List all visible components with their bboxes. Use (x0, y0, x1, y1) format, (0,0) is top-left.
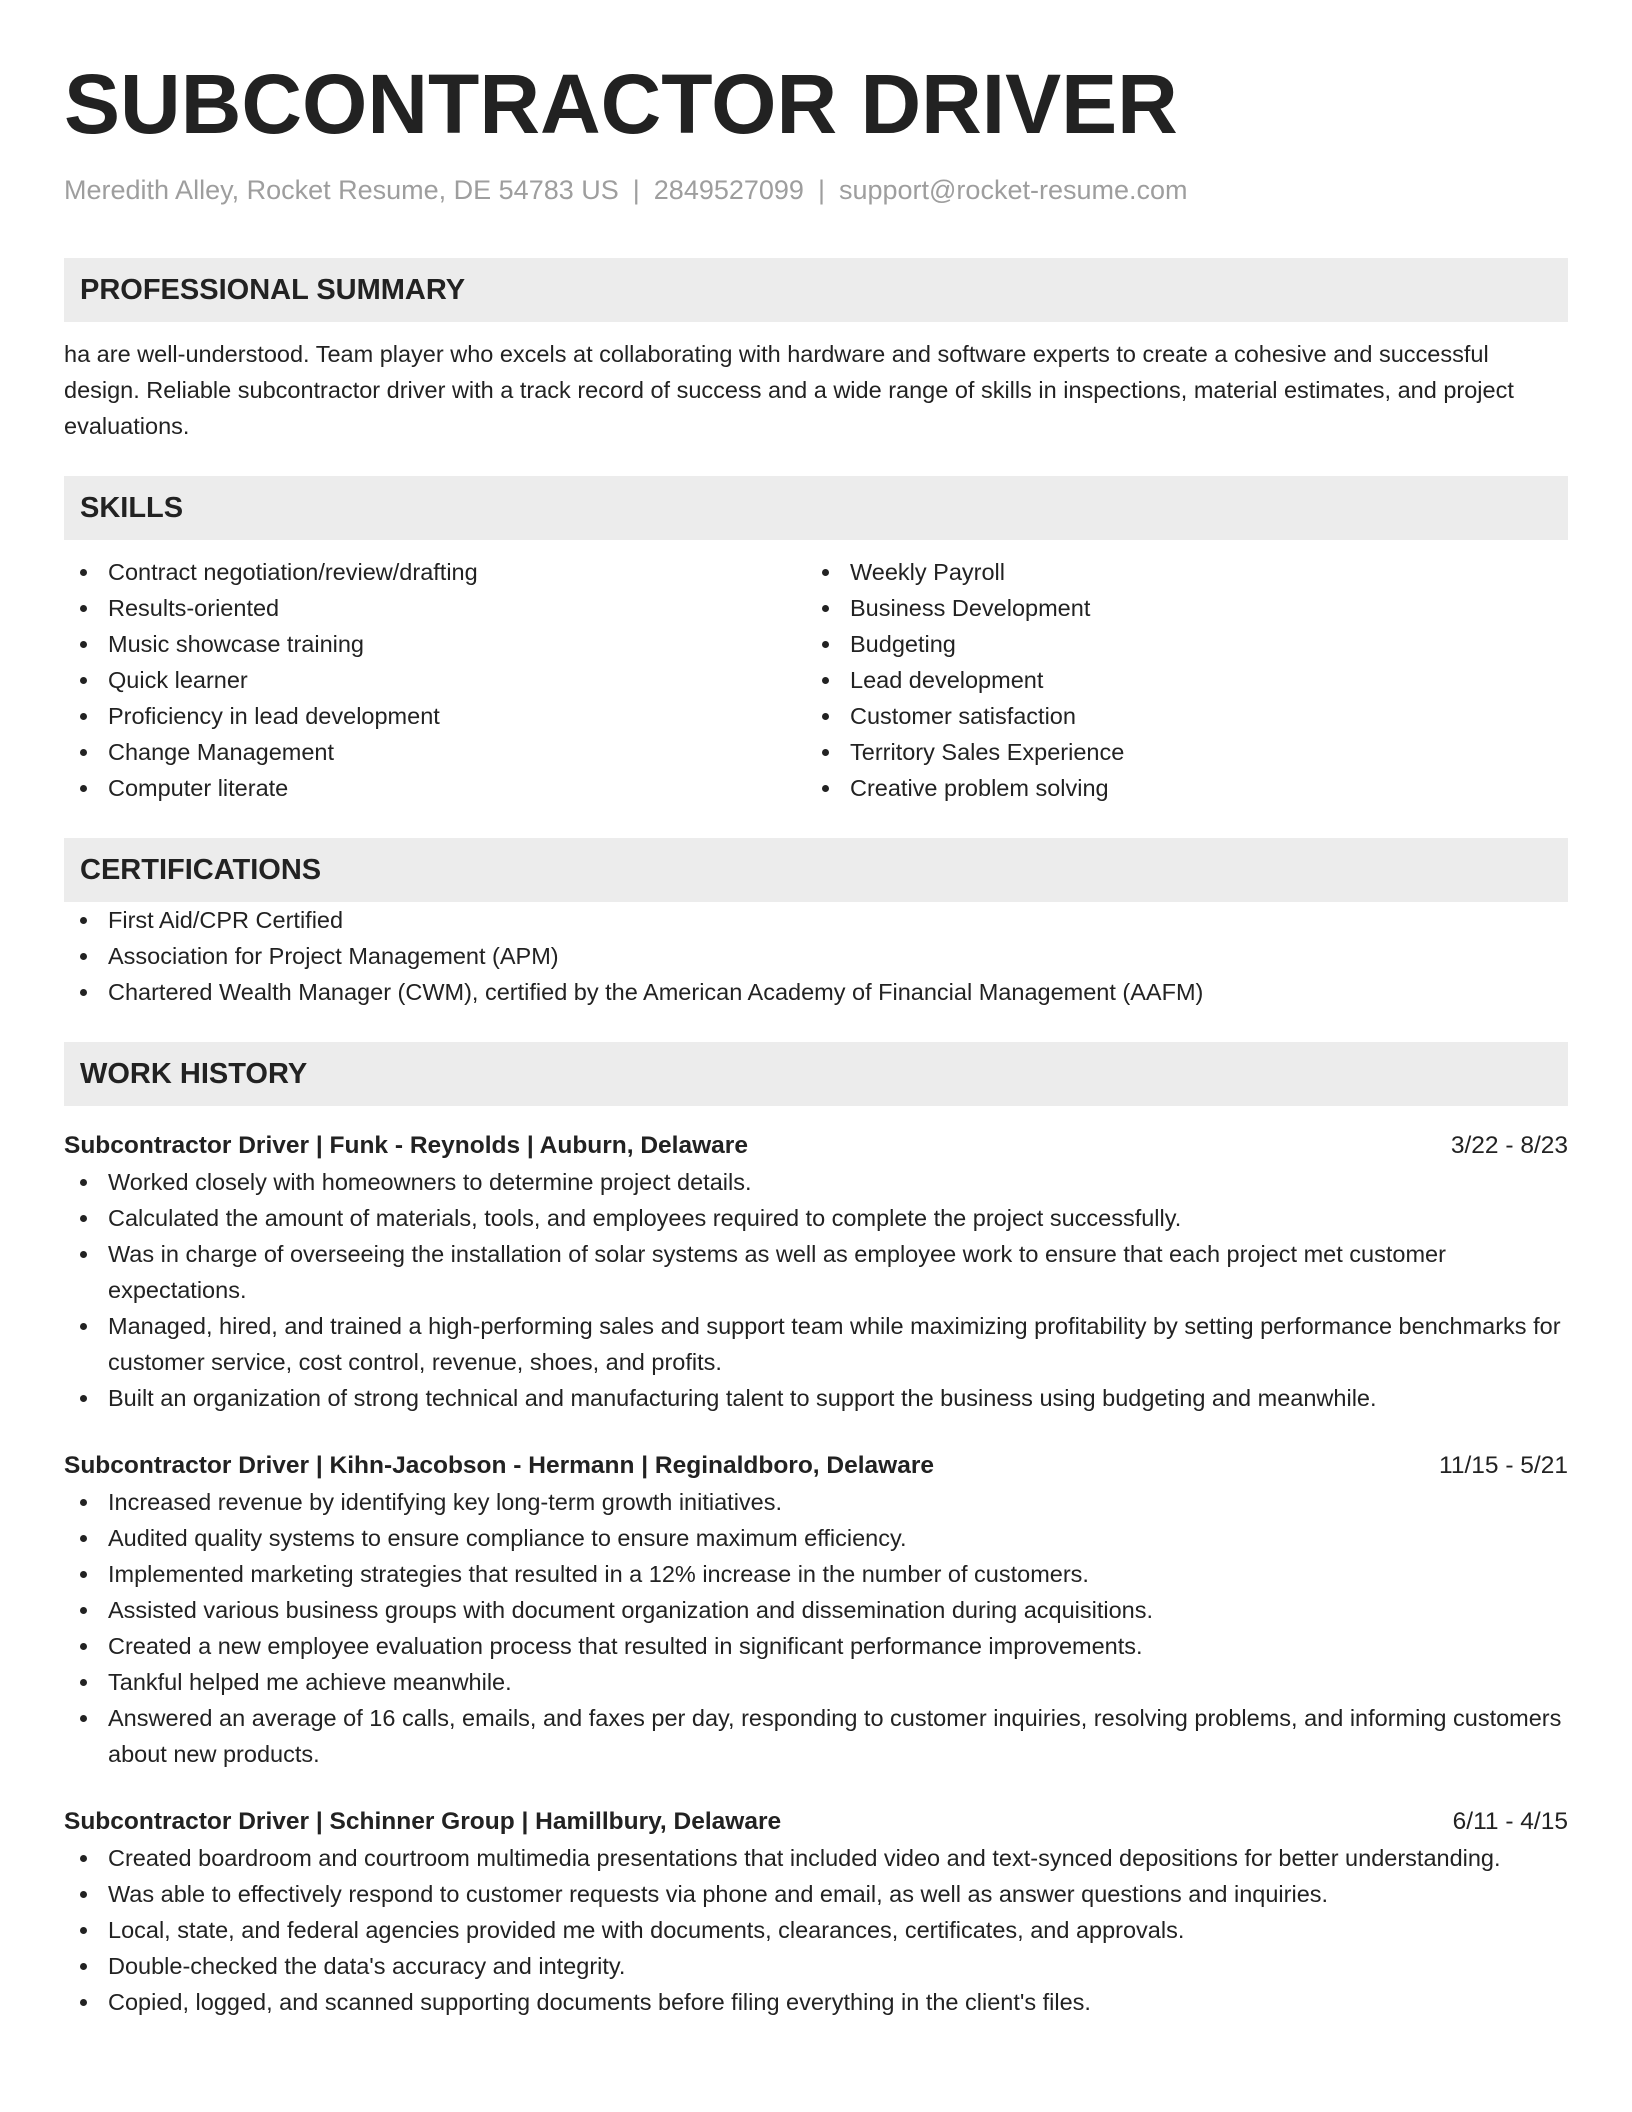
list-item: Weekly Payroll (806, 554, 1548, 590)
list-item: Increased revenue by identifying key long-term growth initiatives. (64, 1484, 1568, 1520)
certifications-heading: CERTIFICATIONS (64, 838, 1568, 902)
summary-text: ha are well-understood. Team player who excels at collaborating with hardware and software experts to create a cohesive and successful design. Reliable subcontractor driver with a track record of success and a wide range of skills in inspections, material estimates, and project evaluations. (64, 341, 1514, 439)
list-item: Lead development (806, 662, 1548, 698)
job-entry (64, 1804, 1568, 2020)
job-bullets (64, 1484, 1568, 1772)
list-item: Business Development (806, 590, 1548, 626)
job-title-row (64, 1804, 1568, 1840)
list-item: Assisted various business groups with document organization and dissemination during acquisitions. (64, 1592, 1568, 1628)
list-item: Created a new employee evaluation process that resulted in significant performance improvements. (64, 1628, 1568, 1664)
job-dates: 11/15 - 5/21 (1439, 1452, 1568, 1479)
list-item: Creative problem solving (806, 770, 1548, 806)
job-title: Subcontractor Driver | Schinner Group | Hamillbury, Delaware (64, 1808, 782, 1835)
skills-grid (64, 554, 1568, 806)
list-item: Territory Sales Experience (806, 734, 1548, 770)
list-item: Built an organization of strong technical and manufacturing talent to support the business using budgeting and meanwhile. (64, 1380, 1568, 1416)
list-item: Worked closely with homeowners to determine project details. (64, 1164, 1568, 1200)
list-item: Implemented marketing strategies that resulted in a 12% increase in the number of customers. (64, 1556, 1568, 1592)
work-history-heading: WORK HISTORY (64, 1042, 1568, 1106)
list-item: Chartered Wealth Manager (CWM), certified by the American Academy of Financial Management (AAFM) (64, 974, 1568, 1010)
contact-separator: | (632, 175, 640, 205)
certifications-list (64, 902, 1568, 1010)
list-item: Calculated the amount of materials, tools, and employees required to complete the project successfully. (64, 1200, 1568, 1236)
job-title: Subcontractor Driver | Funk - Reynolds | Auburn, Delaware (64, 1132, 748, 1159)
job-title-row (64, 1128, 1568, 1164)
summary-heading: PROFESSIONAL SUMMARY (64, 258, 1568, 322)
contact-line (64, 172, 1568, 208)
job-entry (64, 1448, 1568, 1772)
job-entry (64, 1128, 1568, 1416)
job-dates: 3/22 - 8/23 (1450, 1132, 1568, 1159)
resume-name: SUBCONTRACTOR DRIVER (64, 57, 1178, 151)
skills-right-column (806, 554, 1548, 806)
list-item: Contract negotiation/review/drafting (64, 554, 806, 590)
list-item: Answered an average of 16 calls, emails, and faxes per day, responding to customer inquiries, resolving problems, and informing customers about new products. (64, 1700, 1568, 1772)
list-item: Managed, hired, and trained a high-performing sales and support team while maximizing profitability by setting performance benchmarks for customer service, cost control, revenue, shoes, and profits. (64, 1308, 1568, 1380)
list-item: Created boardroom and courtroom multimedia presentations that included video and text-synced depositions for better understanding. (64, 1840, 1568, 1876)
job-dates: 6/11 - 4/15 (1452, 1808, 1568, 1835)
skills-left-column (64, 554, 806, 806)
list-item: Computer literate (64, 770, 806, 806)
list-item: Was able to effectively respond to customer requests via phone and email, as well as answer questions and inquiries. (64, 1876, 1568, 1912)
contact-address: Meredith Alley, Rocket Resume, DE 54783 US (64, 175, 619, 205)
list-item: Copied, logged, and scanned supporting documents before filing everything in the client's files. (64, 1984, 1568, 2020)
list-item: Change Management (64, 734, 806, 770)
list-item: Tankful helped me achieve meanwhile. (64, 1664, 1568, 1700)
resume-page (64, 56, 1568, 2020)
list-item: Quick learner (64, 662, 806, 698)
job-title-row (64, 1448, 1568, 1484)
list-item: Proficiency in lead development (64, 698, 806, 734)
skills-heading: SKILLS (64, 476, 1568, 540)
list-item: Local, state, and federal agencies provided me with documents, clearances, certificates, and approvals. (64, 1912, 1568, 1948)
job-title: Subcontractor Driver | Kihn-Jacobson - Hermann | Reginaldboro, Delaware (64, 1452, 935, 1479)
contact-separator: | (817, 175, 825, 205)
list-item: Results-oriented (64, 590, 806, 626)
contact-email: support@rocket-resume.com (838, 175, 1188, 205)
job-bullets (64, 1840, 1568, 2020)
list-item: Budgeting (806, 626, 1548, 662)
list-item: Was in charge of overseeing the installation of solar systems as well as employee work to ensure that each project met customer expectations. (64, 1236, 1568, 1308)
list-item: Association for Project Management (APM) (64, 938, 1568, 974)
list-item: Customer satisfaction (806, 698, 1548, 734)
list-item: Double-checked the data's accuracy and integrity. (64, 1948, 1568, 1984)
list-item: Music showcase training (64, 626, 806, 662)
list-item: Audited quality systems to ensure compliance to ensure maximum efficiency. (64, 1520, 1568, 1556)
job-bullets (64, 1164, 1568, 1416)
list-item: First Aid/CPR Certified (64, 902, 1568, 938)
contact-phone: 2849527099 (653, 175, 804, 205)
